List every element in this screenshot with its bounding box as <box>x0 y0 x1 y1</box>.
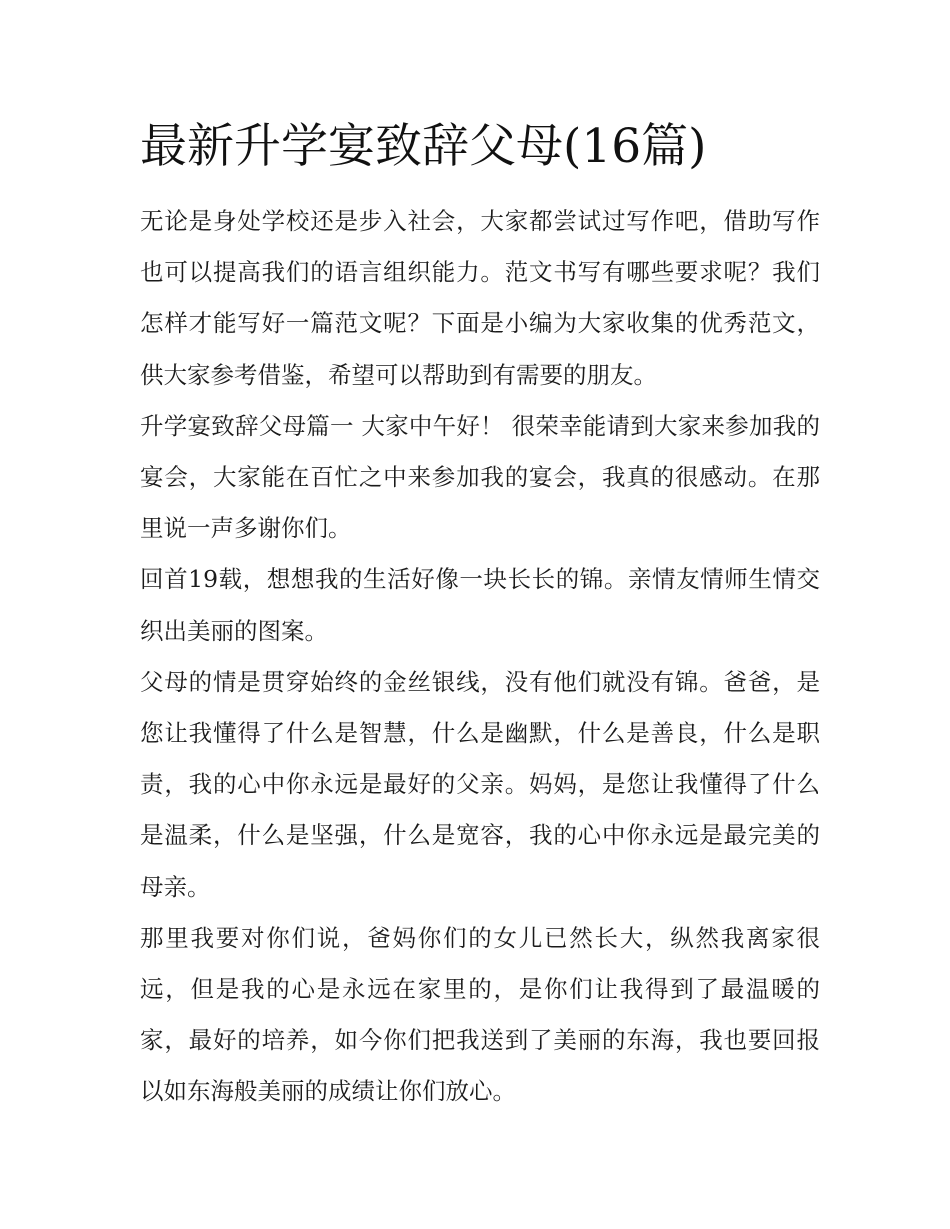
document-body <box>140 196 820 1118</box>
paragraph-looking-back: 回首19载，想想我的生活好像一块长长的锦。亲情友情师生情交织出美丽的图案。 <box>140 565 820 645</box>
paragraph-speech-opening: 升学宴致辞父母篇一 大家中午好！ 很荣幸能请到大家来参加我的宴会，大家能在百忙之中来参加我的宴会，我真的很感动。在那里说一声多谢你们。 <box>140 411 820 543</box>
paragraph-intro: 无论是身处学校还是步入社会，大家都尝试过写作吧，借助写作也可以提高我们的语言组织能力。范文书写有哪些要求呢？我们怎样才能写好一篇范文呢？下面是小编为大家收集的优秀范文，供大家参考借鉴，希望可以帮助到有需要的朋友。 <box>140 207 820 389</box>
paragraph-message-to-parents: 那里我要对你们说，爸妈你们的女儿已然长大，纵然我离家很远，但是我的心是永远在家里的，是你们让我得到了最温暖的家，最好的培养，如今你们把我送到了美丽的东海，我也要回报以如东海般美丽的成绩让你们放心。 <box>140 923 820 1106</box>
paragraph-parents-love: 父母的情是贯穿始终的金丝银线，没有他们就没有锦。爸爸，是您让我懂得了什么是智慧，什么是幽默，什么是善良，什么是职责，我的心中你永远是最好的父亲。妈妈，是您让我懂得了什么是温柔，什么是坚强，什么是宽容，我的心中你永远是最完美的母亲。 <box>140 667 820 901</box>
document-title: 最新升学宴致辞父母(16篇) <box>140 119 707 174</box>
